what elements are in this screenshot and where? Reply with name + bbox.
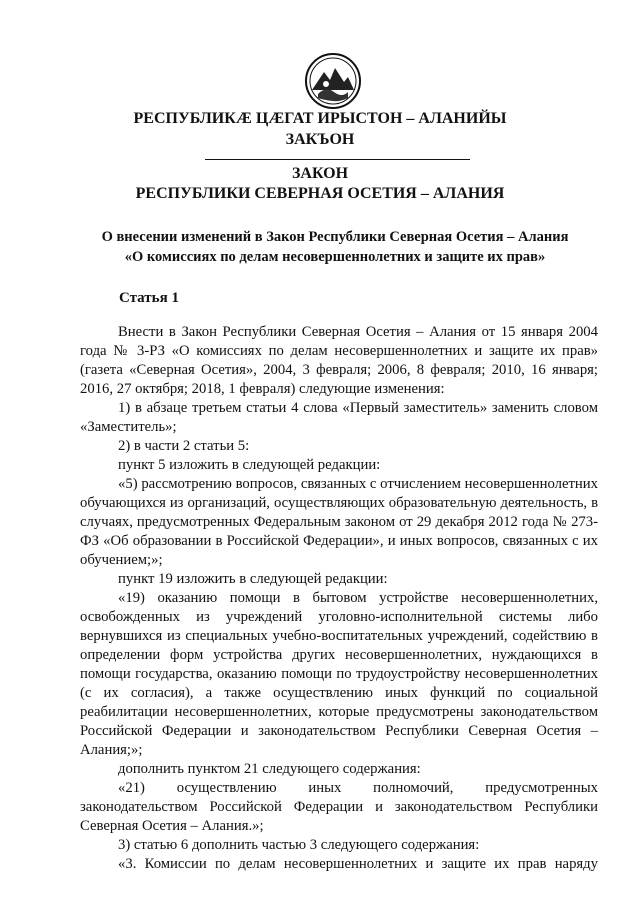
russian-republic-heading: РЕСПУБЛИКИ СЕВЕРНАЯ ОСЕТИЯ – АЛАНИЯ <box>135 185 505 202</box>
paragraph: дополнить пунктом 21 следующего содержания: <box>118 761 421 777</box>
paragraph: «21) осуществлению иных полномочий, предусмотренных законодательством Российской Федерации и законодательством Республики Северная Осетия – Алания.»; <box>80 780 598 834</box>
ossetian-law-heading: ЗАКЪОН <box>285 131 355 148</box>
paragraph: «3. Комиссии по делам несовершеннолетних и защите их прав наряду <box>118 856 598 872</box>
paragraph: пункт 19 изложить в следующей редакции: <box>118 571 388 587</box>
state-emblem-icon <box>304 52 362 110</box>
paragraph: Внести в Закон Республики Северная Осетия – Алания от 15 января 2004 года № 3-РЗ «О комиссиях по делам несовершеннолетних и защите их прав» (газета «Северная Осетия», 2004, 3 февраля; 2006, 8 февраля; 2010, 16 января; 2016, 27 октября; 2018, 1 февраля) следующие изменения: <box>80 324 598 397</box>
russian-law-heading: ЗАКОН <box>291 165 349 182</box>
paragraph: пункт 5 изложить в следующей редакции: <box>118 457 381 473</box>
paragraph: 3) статью 6 дополнить частью 3 следующего содержания: <box>118 837 480 853</box>
header-divider <box>205 159 470 160</box>
paragraph: «19) оказанию помощи в бытовом устройстве несовершеннолетних, освобожденных из учреждений уголовно-исполнительной системы либо вернувшихся из специальных учебно-воспитательных учреждений, содействию в определении форм устройства других несовершеннолетних, нуждающихся в помощи государства, оказанию помощи по трудоустройству несовершеннолетних (с их согласия), а также осуществлению иных функций по социальной реабилитации несовершеннолетних, которые предусмотрены законодательством Российской Федерации и законодательством Республики Северная Осетия – Алания;»; <box>80 590 598 758</box>
ossetian-republic-heading: РЕСПУБЛИКӔ ЦӔГАТ ИРЫСТОН – АЛАНИЙЫ <box>133 110 507 127</box>
law-title-line-1: О внесении изменений в Закон Республики Северная Осетия – Алания <box>101 229 569 245</box>
paragraph: 1) в абзаце третьем статьи 4 слова «Первый заместитель» заменить словом «Заместитель»; <box>80 400 598 435</box>
article-heading: Статья 1 <box>119 290 179 306</box>
law-title-line-2: «О комиссиях по делам несовершеннолетних и защите их прав» <box>124 249 546 265</box>
paragraph: 2) в части 2 статьи 5: <box>118 438 250 454</box>
document-body <box>80 323 598 874</box>
paragraph: «5) рассмотрению вопросов, связанных с отчислением несовершеннолетних обучающихся из организаций, осуществляющих образовательную деятельность, в случаях, предусмотренных Федеральным законом от 29 декабря 2012 года № 273-ФЗ «Об образовании в Российской Федерации», и иных вопросов, связанных с их обучением;»; <box>80 476 598 568</box>
